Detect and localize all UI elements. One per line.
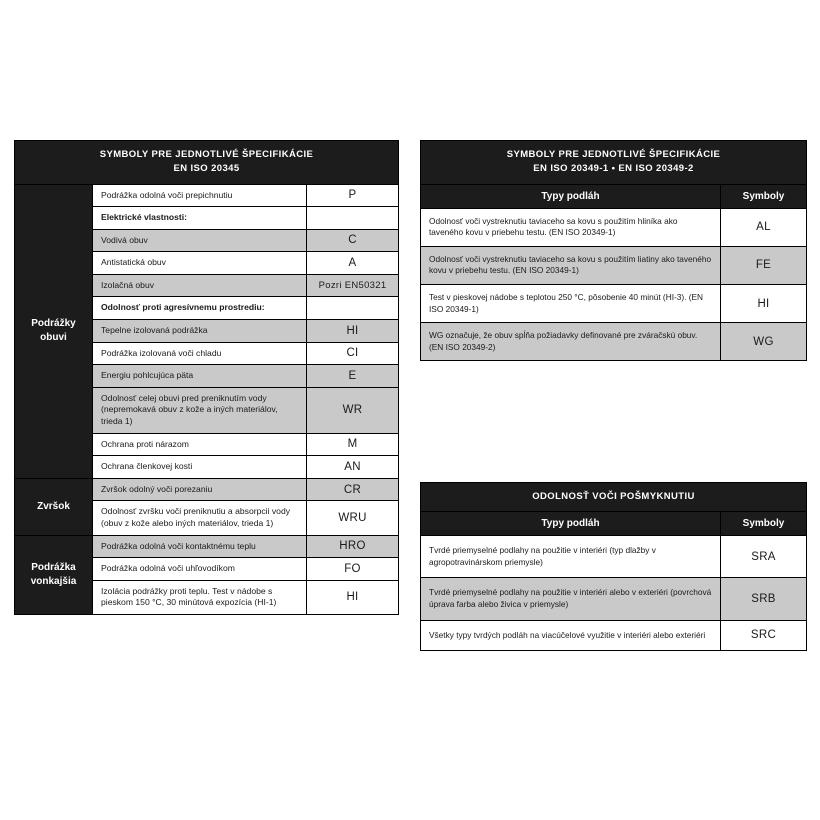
row-symbol: Pozri EN50321 bbox=[307, 274, 399, 297]
row-symbol bbox=[307, 207, 399, 230]
table-row bbox=[421, 536, 807, 578]
row-symbol: WG bbox=[721, 323, 807, 361]
slip-resistance-table-container bbox=[420, 482, 806, 651]
right-bottom-header-line1: ODOLNOSŤ VOČI POŠMYKNUTIU bbox=[532, 491, 695, 502]
row-desc: Zvršok odolný voči porezaniu bbox=[93, 478, 307, 501]
row-desc: Vodivá obuv bbox=[93, 229, 307, 252]
row-symbol: HI bbox=[307, 320, 399, 343]
row-symbol: SRC bbox=[721, 620, 807, 651]
row-desc: Energiu pohlcujúca päta bbox=[93, 365, 307, 388]
row-symbol: CR bbox=[307, 478, 399, 501]
row-symbol: AL bbox=[721, 208, 807, 246]
table-row bbox=[421, 208, 807, 246]
row-desc: Ochrana členkovej kosti bbox=[93, 456, 307, 479]
table-column-header-row bbox=[421, 184, 807, 208]
table-row bbox=[421, 323, 807, 361]
row-desc: WG označuje, že obuv spĺňa požiadavky definované pre zváračskú obuv. (EN ISO 20349-2) bbox=[421, 323, 721, 361]
row-symbol: HI bbox=[307, 580, 399, 614]
column-header-floor-types: Typy podláh bbox=[421, 512, 721, 536]
column-header-symbols: Symboly bbox=[721, 512, 807, 536]
table-row bbox=[421, 578, 807, 620]
row-desc: Test v pieskovej nádobe s teplotou 250 °C, pôsobenie 40 minút (HI-3). (EN ISO 20349-1) bbox=[421, 284, 721, 322]
group-label-outsole bbox=[15, 535, 93, 614]
group-label-soles-l1: Podrážky obuvi bbox=[31, 318, 76, 344]
row-symbol: E bbox=[307, 365, 399, 388]
group-label-upper bbox=[15, 478, 93, 535]
group-label-soles bbox=[15, 184, 93, 478]
row-desc: Podrážka odolná voči uhľovodíkom bbox=[93, 558, 307, 581]
left-table-header bbox=[15, 141, 399, 185]
row-symbol: WRU bbox=[307, 501, 399, 535]
row-symbol: AN bbox=[307, 456, 399, 479]
row-desc: Podrážka odolná voči prepichnutiu bbox=[93, 184, 307, 207]
row-desc: Podrážka izolovaná voči chladu bbox=[93, 342, 307, 365]
left-header-line2: EN ISO 20345 bbox=[173, 163, 240, 175]
row-symbol: HRO bbox=[307, 535, 399, 558]
row-symbol: HI bbox=[721, 284, 807, 322]
right-top-spec-table-container bbox=[420, 140, 806, 361]
row-symbol: P bbox=[307, 184, 399, 207]
row-desc: Tvrdé priemyselné podlahy na použitie v interiéri alebo v exteriéri (povrchová úprava farba alebo živica v priemysle) bbox=[421, 578, 721, 620]
group-label-upper-l1: Zvršok bbox=[37, 500, 70, 512]
row-symbol: C bbox=[307, 229, 399, 252]
left-spec-table bbox=[14, 140, 399, 615]
row-symbol bbox=[307, 297, 399, 320]
table-column-header-row bbox=[421, 512, 807, 536]
row-symbol: SRA bbox=[721, 536, 807, 578]
row-desc: Odolnosť celej obuvi pred preniknutím vody (nepremokavá obuv z kože a iných materiálov, trieda 1) bbox=[93, 387, 307, 433]
row-symbol: WR bbox=[307, 387, 399, 433]
table-header-row bbox=[421, 483, 807, 512]
row-symbol: M bbox=[307, 433, 399, 456]
row-desc: Ochrana proti nárazom bbox=[93, 433, 307, 456]
row-desc: Tvrdé priemyselné podlahy na použitie v interiéri (typ dlažby v agropotravinárskom priemysle) bbox=[421, 536, 721, 578]
right-top-header-line2: EN ISO 20349-1 • EN ISO 20349-2 bbox=[533, 163, 694, 175]
row-symbol: SRB bbox=[721, 578, 807, 620]
table-header-row bbox=[15, 141, 399, 185]
group-label-outsole-l1: Podrážka vonkajšia bbox=[30, 561, 77, 587]
row-desc: Izolačná obuv bbox=[93, 274, 307, 297]
column-header-floor-types: Typy podláh bbox=[421, 184, 721, 208]
row-symbol: FO bbox=[307, 558, 399, 581]
left-spec-table-container bbox=[14, 140, 398, 615]
row-desc: Tepelne izolovaná podrážka bbox=[93, 320, 307, 343]
row-desc: Izolácia podrážky proti teplu. Test v nádobe s pieskom 150 °C, 30 minútová expozícia (HI-1) bbox=[93, 580, 307, 614]
right-bottom-header bbox=[421, 483, 807, 512]
iso-20349-table bbox=[420, 140, 807, 361]
table-row bbox=[421, 620, 807, 651]
row-desc: Odolnosť voči vystreknutiu taviaceho sa kovu s použitím hliníka ako taveného kovu v priebehu testu. (EN ISO 20349-1) bbox=[421, 208, 721, 246]
table-row bbox=[15, 478, 399, 501]
column-header-symbols: Symboly bbox=[721, 184, 807, 208]
left-header-line1: SYMBOLY PRE JEDNOTLIVÉ ŠPECIFIKÁCIE bbox=[99, 149, 314, 160]
row-desc: Odolnosť voči vystreknutiu taviaceho sa kovu s použitím liatiny ako taveného kovu v priebehu testu. (EN ISO 20349-1) bbox=[421, 246, 721, 284]
row-symbol: CI bbox=[307, 342, 399, 365]
table-row bbox=[421, 246, 807, 284]
row-desc: Odolnosť proti agresívnemu prostrediu: bbox=[93, 297, 307, 320]
table-row bbox=[15, 535, 399, 558]
row-symbol: A bbox=[307, 252, 399, 275]
right-top-header-line1: SYMBOLY PRE JEDNOTLIVÉ ŠPECIFIKÁCIE bbox=[506, 149, 721, 160]
table-row bbox=[15, 184, 399, 207]
table-row bbox=[421, 284, 807, 322]
row-desc: Podrážka odolná voči kontaktnému teplu bbox=[93, 535, 307, 558]
slip-resistance-table bbox=[420, 482, 807, 651]
table-header-row bbox=[421, 141, 807, 185]
right-top-header bbox=[421, 141, 807, 185]
row-desc: Elektrické vlastnosti: bbox=[93, 207, 307, 230]
row-desc: Odolnosť zvršku voči preniknutiu a absorpcii vody (obuv z kože alebo iných materiálov, trieda 1) bbox=[93, 501, 307, 535]
row-desc: Antistatická obuv bbox=[93, 252, 307, 275]
row-desc: Všetky typy tvrdých podláh na viacúčelové využitie v interiéri alebo exteriéri bbox=[421, 620, 721, 651]
row-symbol: FE bbox=[721, 246, 807, 284]
